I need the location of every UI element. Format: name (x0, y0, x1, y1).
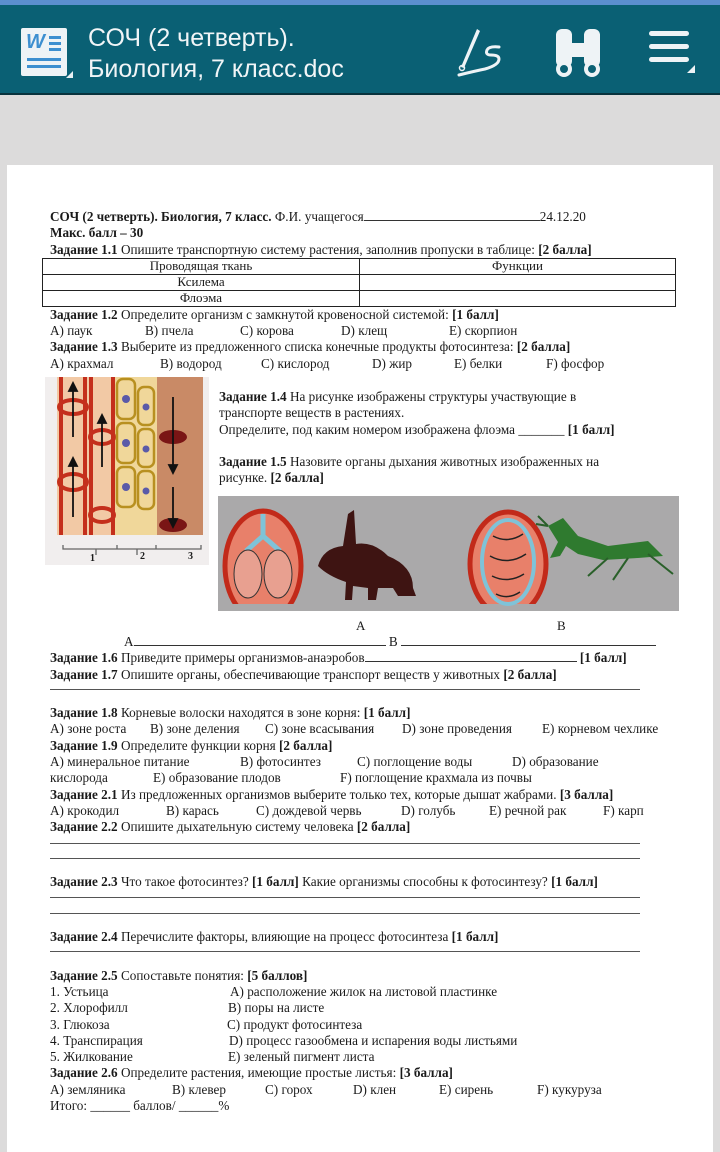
animals-illustration (218, 496, 679, 611)
doc-title: СОЧ (2 четверть). Биология, 7 класс. (50, 209, 272, 224)
task-1-2 (50, 307, 690, 323)
tasks-1-4-1-5 (219, 389, 679, 487)
conducting-tissue-table (42, 258, 676, 307)
task-2-2 (50, 819, 690, 835)
task-label: Задание 1.8 (50, 705, 118, 721)
binoculars-icon (550, 25, 606, 81)
answer-line[interactable] (50, 897, 640, 898)
task-text: Из предложенных организмов выберите только тех, которые дышат жабрами. (117, 786, 560, 802)
task-label: Задание 1.6 (50, 650, 118, 666)
figure-label-3: 3 (188, 551, 193, 562)
task-text: Выберите из предложенного списка конечные продукты фотосинтеза: (117, 339, 517, 355)
match-row (50, 1049, 690, 1065)
answer-line[interactable] (50, 858, 640, 859)
option: F) поглощение крахмала из почвы (340, 770, 532, 786)
option: D) клен (353, 1081, 397, 1097)
table-row (43, 274, 676, 290)
task-points: [2 балла] (279, 737, 333, 753)
spacer (50, 913, 690, 929)
option: С) поглощение воды (357, 754, 473, 770)
task-text: Определите функции корня (117, 737, 280, 753)
table-cell: Флоэма (43, 290, 360, 306)
menu-button[interactable] (645, 25, 701, 81)
pen-sign-button[interactable] (455, 25, 511, 81)
match-term: 1. Устьица (50, 983, 109, 999)
title-line-1: СОЧ (2 четверть). (88, 24, 295, 52)
answer-a-blank[interactable] (134, 634, 386, 646)
match-definition: Е) зеленый пигмент листа (228, 1049, 375, 1065)
task-1-5 (219, 454, 679, 470)
task-label: Задание 1.5 (219, 454, 287, 470)
spacer (50, 897, 690, 913)
option: F) фосфор (546, 355, 605, 371)
option: D) голубь (401, 802, 456, 818)
task-label: Задание 1.4 (219, 389, 287, 404)
app-toolbar (0, 5, 720, 95)
task-2-3 (50, 874, 690, 890)
task-1-9-options-cont (50, 770, 690, 786)
task-2-1-options (50, 803, 690, 819)
task-text: рисунке. (219, 470, 271, 486)
task-points: [2 балла] (356, 819, 411, 835)
option: В) водород (160, 355, 222, 371)
spacer (219, 438, 679, 454)
task-2-6-options (50, 1082, 690, 1098)
plant-tissue-figure (45, 377, 209, 565)
match-row (50, 1033, 690, 1049)
find-button[interactable] (550, 25, 606, 81)
option: С) зоне всасывания (265, 721, 375, 737)
task-1-7 (50, 667, 690, 683)
table-row (43, 290, 676, 306)
table-header-row (43, 258, 676, 274)
task-text: Опишите дыхательную систему человека (117, 819, 357, 835)
option: Е) речной рак (489, 802, 567, 818)
match-definition: В) поры на листе (228, 1000, 325, 1016)
total-mid-text: баллов/ (129, 1098, 179, 1114)
table-header: Функции (360, 258, 676, 274)
option: В) карась (166, 802, 219, 818)
task-1-8-options (50, 721, 690, 737)
spacer (50, 951, 690, 967)
option: С) корова (240, 323, 294, 339)
task-points: [1 балл] (452, 306, 499, 322)
task-1-3 (50, 339, 690, 355)
option: А) крокодил (50, 802, 120, 818)
document-title (88, 23, 344, 85)
task-2-1 (50, 787, 690, 803)
option: Е) корневом чехлике (542, 721, 659, 737)
task-label: Задание 2.5 (50, 967, 118, 983)
task-points: [1 балл] (551, 874, 598, 890)
task-text: Определите, под каким номером изображена флоэма (219, 421, 519, 437)
task-1-5-cont (219, 470, 679, 486)
task-1-8 (50, 705, 690, 721)
option: D) клещ (341, 323, 388, 339)
word-doc-icon[interactable]: W (21, 28, 67, 76)
task-text: Опишите органы, обеспечивающие транспорт веществ у животных (117, 666, 504, 682)
task-text: Корневые волоски находятся в зоне корня: (117, 705, 364, 721)
answer-a-label: А (124, 634, 134, 649)
task-1-2-options (50, 323, 690, 339)
max-score (50, 225, 690, 241)
menu-icon (645, 25, 701, 81)
task-text: Приведите примеры организмов-анаэробов (117, 650, 365, 666)
match-row (50, 1017, 690, 1033)
match-definition: D) процесс газообмена и испарения воды листьями (229, 1032, 518, 1048)
task-label: Задание 2.4 (50, 929, 118, 945)
task-1-9 (50, 738, 690, 754)
option: А) крахмал (50, 355, 114, 371)
task-points: [1 балл] (451, 929, 499, 945)
task-text: Определите организм с замкнутой кровеносной системой: (117, 306, 453, 322)
task-1-3-options (50, 356, 690, 372)
task-points: [2 балла] (270, 470, 324, 486)
option: В) фотосинтез (240, 754, 321, 770)
table-cell[interactable] (360, 274, 676, 290)
match-term: 2. Хлорофилл (50, 1000, 128, 1016)
table-cell[interactable] (360, 290, 676, 306)
task-text: На рисунке изображены структуры участвующие в (286, 389, 577, 404)
task-points: [2 балла] (538, 241, 592, 257)
answer-line[interactable] (50, 689, 640, 690)
task-2-6 (50, 1065, 690, 1081)
task-points: [1 балл] (579, 650, 627, 666)
task-points: [1 балл] (567, 421, 615, 437)
task-1-1 (50, 242, 690, 258)
total-points-blank[interactable]: ______ (90, 1098, 130, 1114)
max-score-label: Макс. балл – (50, 225, 131, 241)
task-points: [2 балла] (516, 339, 571, 355)
figure-label-b: В (557, 618, 566, 633)
spacer (50, 858, 690, 874)
task-label: Задание 1.3 (50, 339, 118, 355)
task-points: [1 балл] (252, 874, 299, 890)
task-text: Перечислите факторы, влияющие на процесс фотосинтеза (117, 929, 452, 945)
document-content-lower (50, 634, 690, 1114)
pen-sign-icon (455, 25, 511, 81)
task-1-4 (219, 389, 679, 405)
table-header: Проводящая ткань (43, 258, 360, 274)
task-label: Задание 2.2 (50, 819, 118, 835)
match-term: 3. Глюкоза (50, 1016, 110, 1032)
task-points: [5 баллов] (247, 967, 308, 983)
task-label: Задание 2.6 (50, 1065, 118, 1081)
option: D) жир (372, 355, 412, 371)
total-score (50, 1098, 690, 1114)
task-2-5 (50, 968, 690, 984)
task-text: Назовите органы дыхания животных изображенных на (286, 454, 600, 470)
match-term: 5. Жилкование (50, 1049, 133, 1065)
task-label: Задание 1.9 (50, 737, 118, 753)
task-1-5-answers (50, 634, 690, 650)
total-label: Итого: (50, 1098, 91, 1114)
task-points: [3 балла] (399, 1065, 453, 1081)
option: Е) скорпион (449, 323, 518, 339)
option: кислорода (50, 770, 108, 786)
task-2-4 (50, 929, 690, 945)
fio-label: Ф.И. учащегося (274, 209, 364, 224)
option: Е) белки (454, 355, 503, 371)
task-label: Задание 1.7 (50, 666, 118, 682)
task-text: Какие организмы способны к фотосинтезу? (298, 874, 552, 890)
option: Е) сирень (439, 1081, 494, 1097)
task-1-9-options (50, 754, 690, 770)
option: С) кислород (261, 355, 330, 371)
table-cell: Ксилема (43, 274, 360, 290)
task-label: Задание 2.1 (50, 786, 118, 802)
answer-b-blank[interactable] (401, 634, 656, 646)
option: А) минеральное питание (50, 754, 190, 770)
task-label: Задание 1.2 (50, 306, 118, 322)
answer-blank[interactable]: _______ (518, 421, 565, 437)
option: Е) образование плодов (153, 770, 281, 786)
max-score-value: 30 (130, 225, 144, 241)
doc-header (50, 209, 690, 225)
respiratory-organs-figure (218, 496, 679, 611)
fio-blank (364, 209, 540, 221)
match-definition: А) расположение жилок на листовой пластинке (230, 983, 498, 999)
figure-label-a: А (356, 618, 366, 633)
answer-line[interactable] (50, 951, 640, 952)
option: А) земляника (50, 1081, 126, 1097)
answer-line[interactable] (50, 843, 640, 844)
task-label: Задание 1.1 (50, 241, 118, 257)
title-line-2: Биология, 7 класс.doc (88, 55, 344, 83)
plant-tissue-illustration (45, 377, 209, 565)
option: С) горох (265, 1081, 313, 1097)
task-1-6 (50, 650, 690, 666)
task-points: [3 балла] (559, 786, 614, 802)
task-1-4-question (219, 422, 679, 438)
task-label: Задание 2.3 (50, 874, 118, 890)
total-percent-blank[interactable]: ______ (178, 1098, 219, 1114)
match-row (50, 984, 690, 1000)
task-text: Опишите транспортную систему растения, заполнив пропуски в таблице: (117, 241, 539, 257)
percent-sign: % (218, 1098, 230, 1114)
option: D) образование (512, 754, 599, 770)
task-text: Определите растения, имеющие простые листья: (117, 1065, 400, 1081)
match-term: 4. Транспирация (50, 1032, 143, 1048)
doc-date: 24.12.20 (539, 209, 586, 224)
option: В) зоне деления (150, 721, 240, 737)
task-points: [2 балла] (503, 666, 557, 682)
task-text: транспорте веществ в растениях. (219, 405, 405, 421)
spacer (50, 843, 690, 859)
option: F) карп (603, 802, 644, 818)
option: В) клевер (172, 1081, 226, 1097)
option: D) зоне проведения (402, 721, 512, 737)
answer-blank[interactable] (365, 650, 577, 662)
option: F) кукуруза (537, 1081, 602, 1097)
doc-dropdown-indicator-icon (66, 71, 73, 78)
option: В) пчела (145, 323, 194, 339)
match-row (50, 1000, 690, 1016)
document-content (50, 209, 690, 372)
task-text: Что такое фотосинтез? (117, 874, 253, 890)
task-text: Сопоставьте понятия: (117, 967, 248, 983)
match-definition: С) продукт фотосинтеза (227, 1016, 363, 1032)
option: А) паук (50, 323, 93, 339)
option: А) зоне роста (50, 721, 127, 737)
spacer (50, 689, 690, 705)
option: С) дождевой червь (256, 802, 362, 818)
answer-b-label: В (388, 634, 398, 649)
figure-label-1: 1 (90, 553, 95, 564)
answer-line[interactable] (50, 913, 640, 914)
figure-label-2: 2 (140, 551, 145, 562)
task-points: [1 балл] (363, 705, 411, 721)
